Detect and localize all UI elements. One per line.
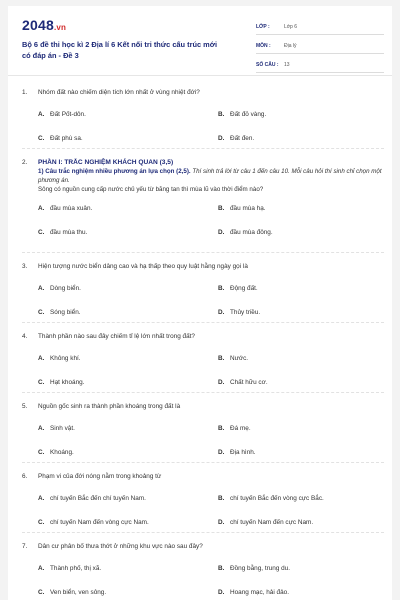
option-c[interactable]: C. chí tuyến Nam đến vòng cực Nam. xyxy=(38,519,149,526)
option-d[interactable]: D. chí tuyến Nam đến cực Nam. xyxy=(218,519,314,526)
option-b[interactable]: B. Nước. xyxy=(218,355,249,362)
question-4: 4. Thành phần nào sau đây chiếm tỉ lệ lớn nhất trong đất? A. Không khí. B. Nước. C. Hạt khoáng. D. Chất hữu cơ. xyxy=(22,333,268,386)
option-a[interactable]: A. chí tuyến Bắc đến chí tuyến Nam. xyxy=(38,495,146,502)
question-separator xyxy=(22,392,384,393)
option-c[interactable]: C. Hạt khoáng. xyxy=(38,379,85,386)
document-header xyxy=(8,6,392,70)
option-d[interactable]: D. đầu mùa đông. xyxy=(218,229,273,236)
question-separator xyxy=(22,532,384,533)
meta-question-count: SỐ CÂU : 13 xyxy=(256,58,384,73)
question-7: 7. Dân cư phân bố thưa thớt ở những khu vực nào sau đây? A. Thành phố, thị xã. B. Đồng bằng, trung du. C. Ven biển, ven sông. D. Hoang mạc, hải đảo. xyxy=(22,543,291,596)
section-title: PHẦN I: TRẮC NGHIỆM KHÁCH QUAN (3,5) xyxy=(38,159,174,166)
question-text: Sông có nguồn cung cấp nước chủ yếu từ băng tan thì mùa lũ vào thời điểm nào? xyxy=(38,186,264,193)
question-separator xyxy=(22,322,384,323)
option-c[interactable]: C. Sóng biển. xyxy=(38,309,81,316)
option-d[interactable]: D. Thủy triều. xyxy=(218,309,261,316)
document-title: Bộ 6 đề thi học kì 2 Địa lí 6 Kết nối tri thức cấu trúc mới có đáp án - Đề 3 xyxy=(22,40,217,60)
option-d[interactable]: D. Đất đen. xyxy=(218,135,255,142)
option-b[interactable]: B. Đất đỏ vàng. xyxy=(218,111,267,118)
option-d[interactable]: D. Chất hữu cơ. xyxy=(218,379,268,386)
option-b[interactable]: B. Đá mẹ. xyxy=(218,425,251,432)
option-a[interactable]: A. Dòng biển. xyxy=(38,285,81,292)
question-separator xyxy=(22,462,384,463)
document-page xyxy=(8,6,392,600)
option-d[interactable]: D. Địa hình. xyxy=(218,449,256,456)
option-c[interactable]: C. Đất phù sa. xyxy=(38,135,83,142)
option-a[interactable]: A. Sinh vật. xyxy=(38,425,75,432)
question-1: 1. Nhóm đất nào chiếm diện tích lớn nhất ở vùng nhiệt đới? A. Đất Pốt-dôn. B. Đất đỏ vàng. C. Đất phù sa. D. Đất đen. xyxy=(22,89,267,142)
option-b[interactable]: B. đầu mùa hạ. xyxy=(218,205,266,212)
option-a[interactable]: A. đầu mùa xuân. xyxy=(38,205,93,212)
document-meta xyxy=(256,20,384,77)
option-c[interactable]: C. Ven biển, ven sông. xyxy=(38,589,107,596)
question-5: 5. Nguồn gốc sinh ra thành phần khoáng trong đất là A. Sinh vật. B. Đá mẹ. C. Khoáng. D. Địa hình. xyxy=(22,403,256,456)
option-a[interactable]: A. Thành phố, thị xã. xyxy=(38,565,102,572)
option-a[interactable]: A. Không khí. xyxy=(38,355,81,362)
header-divider xyxy=(8,75,392,76)
meta-class: LỚP : Lớp 6 xyxy=(256,20,384,35)
option-b[interactable]: B. chí tuyến Bắc đến vòng cực Bắc. xyxy=(218,495,324,502)
option-c[interactable]: C. đầu mùa thu. xyxy=(38,229,88,236)
site-logo[interactable]: 2048.vn xyxy=(22,17,67,33)
question-3: 3. Hiện tượng nước biển dâng cao và hạ thấp theo quy luật hằng ngày gọi là A. Dòng biển. B. Động đất. C. Sóng biển. D. Thủy triều. xyxy=(22,263,261,316)
question-separator xyxy=(22,252,384,253)
option-b[interactable]: B. Đồng bằng, trung du. xyxy=(218,565,291,572)
option-b[interactable]: B. Động đất. xyxy=(218,285,258,292)
question-6: 6. Phạm vi của đới nóng nằm trong khoảng từ A. chí tuyến Bắc đến chí tuyến Nam. B. chí tuyến Bắc đến vòng cực Bắc. C. chí tuyến Nam đến vòng cực Nam. D. chí tuyến Nam đến cực Nam. xyxy=(22,473,324,526)
option-a[interactable]: A. Đất Pốt-dôn. xyxy=(38,111,86,118)
option-c[interactable]: C. Khoáng. xyxy=(38,449,74,456)
section-instruction: 1) Câu trắc nghiệm nhiều phương án lựa chọn (2,5). Thí sinh trả lời từ câu 1 đến câu 10. Mỗi câu hỏi thí sinh chỉ chọn một phương án. xyxy=(38,168,382,184)
meta-subject: MÔN : Địa lý xyxy=(256,39,384,54)
question-2: 2. PHẦN I: TRẮC NGHIỆM KHÁCH QUAN (3,5) 1) Câu trắc nghiệm nhiều phương án lựa chọn (2,5). Thí sinh trả lời từ câu 1 đến câu 10. Mỗi câu hỏi thí sinh chỉ chọn một phương án. Sông có nguồn cung cấp nước chủ yếu từ băng tan thì mùa lũ vào thời điểm nào? A. đầu mùa xuân. B. đầu mùa hạ. C. đầu mùa thu. D. đầu mùa đông. xyxy=(22,158,384,236)
question-separator xyxy=(22,148,384,149)
option-d[interactable]: D. Hoang mạc, hải đảo. xyxy=(218,589,289,596)
